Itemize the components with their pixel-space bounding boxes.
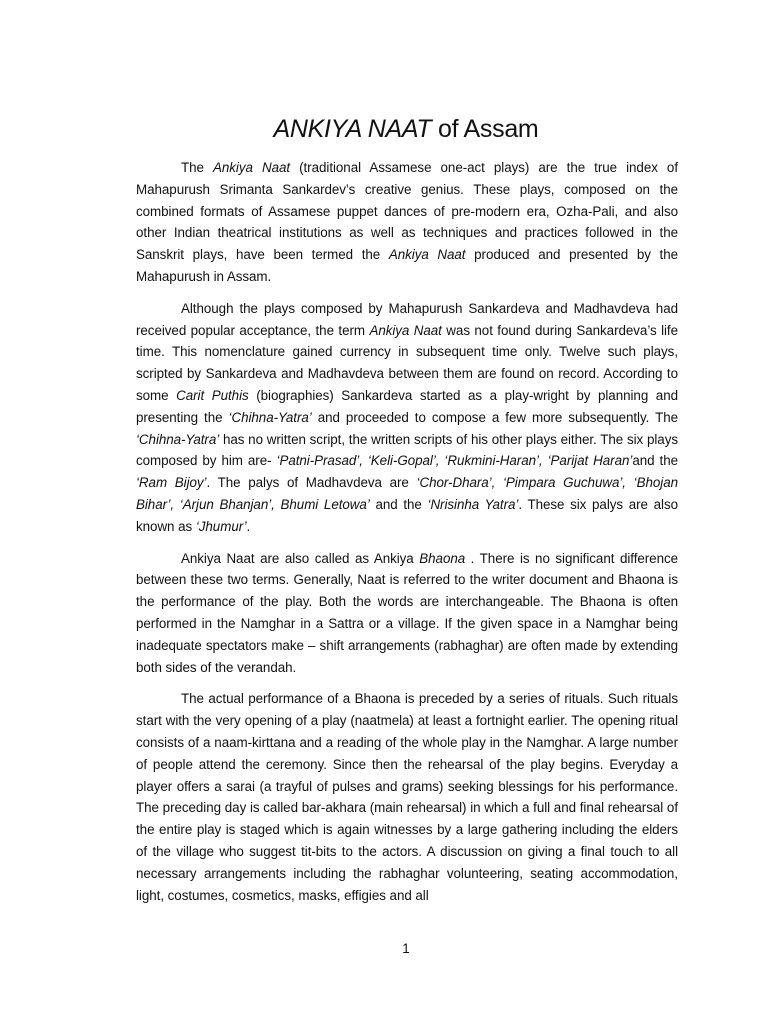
paragraph-text: (traditional Assamese one-act plays) are the true index of Mahapurush Srimanta Sankardev’s creative genius. These plays, composed on the combined formats of Assamese puppet dances of pre-modern era, Ozha-Pali, and also other Indian theatrical institutions as well as techniques and practices followed in the Sanskrit plays, have been termed the (136, 160, 678, 263)
paragraph-text: The actual performance of a Bhaona is preceded by a series of rituals. Such rituals start with the very opening of a play (naatmela) at least a fortnight earlier. The opening ritual consists of a naam-kirttana and a reading of the whole play in the Namghar. A large number of people attend the ceremony. Since then the rehearsal of the play begins. Everyday a player offers a sarai (a trayful of pulses and grams) seeking blessings for his performance. The preceding day is called bar-akhara (main rehearsal) in which a full and final rehearsal of the entire play is staged which is again witnesses by a large gathering including the elders of the village who suggest tit-bits to the actors. A discussion on giving a final touch to all necessary arrangements including the rabhaghar volunteering, seating accommodation, light, costumes, cosmetics, masks, effigies and all (136, 691, 678, 903)
paragraph-text: was not found during Sankardeva’s life time. This nomenclature gained currency in subsequent time only. Twelve such plays, scripted by Sankardeva and Madhavdeva between them are found on record. According to some (136, 322, 679, 403)
italic-text: Ankiya Naat (213, 160, 291, 175)
paragraph (136, 157, 678, 288)
paragraph-text: . These six palys are also known as (136, 496, 679, 534)
paragraph-text: Although the plays composed by Mahapurush Sankardeva and Madhavdeva had received popular acceptance, the term (136, 300, 678, 338)
paragraph-text: has no written script, the written scripts of his other plays either. The six plays composed by him are- (136, 431, 678, 469)
italic-text: ‘Chor-Dhara’, ‘Pimpara Guchuwa’, ‘Bhojan Bihar’, ‘Arjun Bhanjan’, Bhumi Letowa’ (136, 475, 678, 512)
italic-text: Bhaona (419, 550, 466, 566)
paragraph (136, 688, 678, 906)
paragraph (136, 548, 678, 679)
paragraph-text: and proceeded to compose a few more subsequently. The (311, 409, 678, 425)
paragraph (136, 298, 678, 538)
italic-text: ‘Ram Bijoy’ (136, 475, 207, 491)
page-number: 1 (402, 941, 410, 956)
title-regular-part: of Assam (431, 114, 539, 143)
paragraph-text: . (246, 518, 251, 534)
italic-text: Carit Puthis (176, 387, 249, 403)
italic-text: ‘Chihna-Yatra’ (228, 409, 312, 425)
document-body (136, 157, 678, 916)
paragraph-text: . There is no significant difference between these two terms. Generally, Naat is referred to the writer document and Bhaona is the performance of the play. Both the words are interchangeable. The Bhaona is often performed in the Namghar in a Sattra or a village. If the given space in a Namghar being inadequate spectators make – shift arrangements (rabhaghar) are often made by extending both sides of the verandah. (136, 550, 679, 675)
paragraph-text: (biographies) Sankardeva started as a play-wright by planning and presenting the (136, 387, 678, 425)
document-title (0, 111, 768, 147)
paragraph-text: and the (632, 453, 678, 469)
paragraph-text: produced and presented by the Mahapurush in Assam. (136, 247, 678, 284)
italic-text: ‘Jhumur’ (195, 518, 247, 534)
italic-text: Ankiya Naat (369, 322, 442, 338)
italic-text: ‘Nrisinha Yatra’ (427, 496, 519, 512)
paragraph-text: The (181, 160, 213, 175)
italic-text: ‘Chihna-Yatra’ (136, 431, 220, 447)
paragraph-text: Ankiya Naat are also called as Ankiya (181, 550, 420, 566)
paragraph-text: and the (369, 496, 428, 512)
italic-text: ‘Patni-Prasad’, ‘Keli-Gopal’, ‘Rukmini-Haran’, ‘Parijat Haran’ (276, 453, 633, 469)
title-italic-part: ANKIYA NAAT (273, 114, 432, 143)
paragraph-text: . The palys of Madhavdeva are (206, 475, 417, 491)
italic-text: Ankiya Naat (388, 247, 466, 263)
